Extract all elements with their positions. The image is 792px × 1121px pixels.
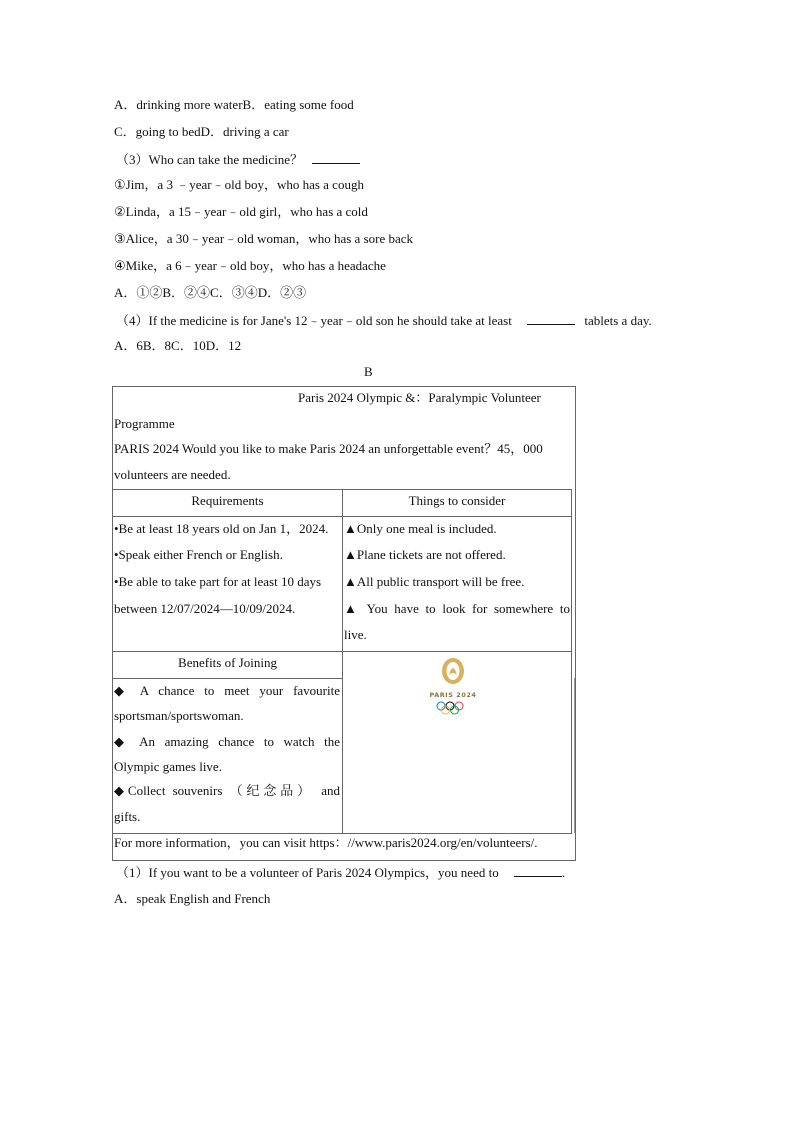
table-edge-line [574,678,575,833]
section-label: B [364,364,373,379]
table-right-border [571,489,572,833]
benefit-item: gifts. [114,809,141,824]
q3-item-4: ④Mike，a 6﹣year﹣old boy，who has a headache [114,258,386,273]
notice-footer: For more information，you can visit https：//www.paris2024.org/en/volunteers/. [114,835,538,850]
benefit-item: ◆Collect souvenirs （纪念品） and [114,783,340,798]
q2-options-line2: C．going to bedD．driving a car [114,124,289,139]
q3-item-2: ②Linda，a 15﹣year﹣old girl，who has a cold [114,204,368,219]
q4-question [116,312,652,329]
notice-title-line2: Programme [114,416,175,431]
benefit-item: Olympic games live. [114,759,222,774]
q4-question-text: （4）If the medicine is for Jane's 12﹣year﹣old son he should take at least [116,313,512,328]
q1b-question-end: . [561,865,566,880]
requirement-item: •Be at least 18 years old on Jan 1，2024. [114,521,329,536]
consideration-item: ▲Plane tickets are not offered. [344,547,506,562]
requirement-item: •Speak either French or English. [114,547,283,562]
requirement-item: •Be able to take part for at least 10 days [114,574,322,589]
considerations-header: Things to consider [408,493,506,508]
q3-question-text: （3）Who can take the medicine？ [116,152,303,167]
q1b-option-a: A．speak English and French [114,891,271,906]
q1b-question-text: （1）If you want to be a volunteer of Paris 2024 Olympics，you need to [116,865,499,880]
notice-intro-line2: volunteers are needed. [114,467,231,482]
q2-options-line1: A．drinking more waterB．eating some food [114,97,354,112]
q1b-question [116,864,565,881]
logo-text: PARIS 2024 [429,691,477,699]
consideration-item: ▲Only one meal is included. [344,521,497,536]
paris-2024-logo [420,655,486,717]
q4-question-end: tablets a day. [584,313,652,328]
q4-answer-blank[interactable] [527,312,575,325]
benefit-item: ◆ An amazing chance to watch the [114,734,340,749]
notice-title-line1: Paris 2024 Olympic &：Paralympic Volunteer [298,390,541,405]
q3-options: A．①②B．②④C．③④D．②③ [114,285,307,300]
notice-intro-line1: PARIS 2024 Would you like to make Paris 2024 an unforgettable event？45，000 [114,441,543,456]
consideration-item: ▲ You have to look for somewhere to [344,601,570,616]
q3-item-1: ①Jim，a 3 ﹣year﹣old boy，who has a cough [114,177,364,192]
q1b-answer-blank[interactable] [514,864,562,877]
q4-options: A．6B．8C．10D．12 [114,338,242,353]
consideration-item: ▲All public transport will be free. [344,574,525,589]
benefit-item: ◆ A chance to meet your favourite [114,683,340,698]
table-column-divider [342,489,343,833]
benefits-header-divider [113,678,342,679]
consideration-item: live. [344,627,367,642]
q3-answer-blank[interactable] [312,151,360,164]
q3-item-3: ③Alice，a 30﹣year﹣old woman，who has a sore back [114,231,414,246]
table-bottom-border [113,833,572,834]
requirement-item: between 12/07/2024—10/09/2024. [114,601,296,616]
q3-question [116,151,360,168]
benefits-header: Benefits of Joining [178,655,277,670]
requirements-header: Requirements [191,493,264,508]
benefit-item: sportsman/sportswoman. [114,708,244,723]
